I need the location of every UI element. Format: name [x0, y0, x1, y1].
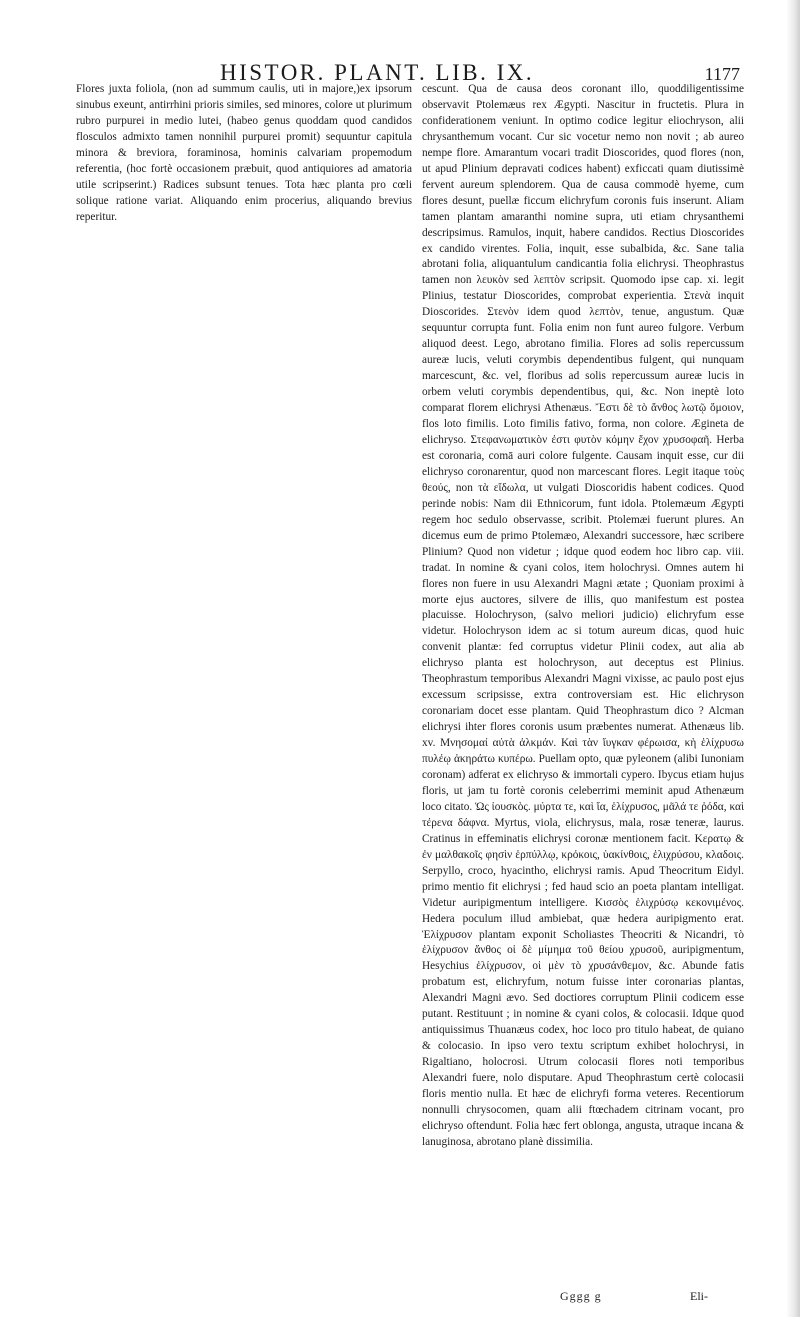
signature-mark: Gggg g — [560, 1289, 602, 1303]
page-edge-shadow — [786, 0, 800, 1317]
catchword: Eli- — [690, 1289, 708, 1303]
right-column — [422, 82, 744, 1292]
running-title: HISTOR. PLANT. LIB. IX. — [220, 60, 535, 85]
page-number: 1177 — [704, 64, 740, 84]
right-paragraph: cescunt. Qua de causa deos coronant illo, quoddiligentissime observavit Ptolemæus rex Ægypti. Nascitur in fructetis. Plura in confiderationem veniunt. In optimo codice legitur eliochryson, alii chrysanthemum vocant. Cur sic vocetur nemo non novit ; ab aureo nempe flore. Amarantum vocari tradit Dioscorides, quod flores (non, ut apud Plinium depravati codices habent) exficcati quam diutissimè fervent aureum splendorem. Qua de causa commodè hyeme, cum flores desunt, puellæ ficcum elichryfum coronis fuis inserunt. Aliam tamen plantam amaranthi nomine supra, uti etiam chrysanthemi descripsimus. Ramulos, inquit, habere candidos. Rectius Dioscorides ex candido virentes. Folia, inquit, esse subalbida, &c. Sane talia abrotani folia, aliquantulum candicantia folia elichrysi. Theophrastus tamen non λευκὸν sed λεπτὸν scripsit. Quomodo ipse cap. xi. legit Plinius, testatur Dioscorides, comprobat experientia. Στενὰ inquit Dioscorides. Στενὸν idem quod λεπτὸν, tenue, angustum. Quæ sequuntur corrupta funt. Folia enim non funt aureo fulgore. Verbum aliquod deest. Lego, abrotano fimilia. Flores ad solis repercussum aureæ lucis, veluti corymbis dependentibus fulgent, qui nunquam marcescunt, &c. vel, floribus ad solis repercussum aureæ lucis in orbem veluti corymbis dependentibus, qui, &c. Non ineptè loto comparat florem elichrysi Athenæus. Ἔστι δὲ τὸ ἄνθος λωτῷ ὅμοιον, flos loto fimilis. Loto fimilis fativo, forma, non colore. Ægineta de elichryso. Στεφανωματικὸν ἐστι φυτὸν κόμην ἔχον χρυσοφαῆ. Herba est coronaria, comā auri colore fulgente. Causam inquit esse, cur dii elichryso coronarentur, quod non marcescant flores. Legit itaque τοὺς θεούς, non τὰ εἴδωλα, ut vulgati Dioscoridis habent codices. Quod perinde nobis: Nam dii Ethnicorum, funt idola. Ptolemæum Ægypti regem hoc sedulo observasse, scribit. Ptolemæi fuerunt plures. An dicemus eum de primo Ptolemæo, Alexandri successore, hæc scribere Plinium? Quod non videtur ; idque quod eodem hoc libro cap. viii. tradat. In nomine & cyani colos, item holochrysi. Omnes autem hi flores non fuere in usu Alexandri Magni ætate ; Quoniam proximi à morte ejus auctores, silvere de illis, quo manifestum est postea placuisse. Holochryson, (salvo meliori judicio) elichryfum esse videtur. Holochryson idem ac si totum aureum dicas, quod huic convenit plantæ: fed corruptus videtur Plinii codex, aut alia ab elichryso planta est holochryson, aut deceptus est Plinius. Theophrastum temporibus Alexandri Magni vixisse, ac paulo post ejus excessum scripsisse, extra controversiam est. Hic elichryson coronariam docet esse plantam. Quid Theophrastum dico ? Alcman elichrysi ihter flores coronis usum præbentes numerat. Athenæus lib. xv. Μνησομαί αὐτὰ ἀλκμάν. Καὶ τὰν ἴυγκαν φέρωισα, κὴ ἑλίχρυσω πυλέῳ ἀκηράτω κυπέρω. Puellam opto, quæ pyleonem (alibi Iunoniam coronam) adferat ex elichryso & immortali cypero. Ibycus etiam hujus floris, ut jam tu fortè coronis celeberrimi meminit apud Athenæum loco citato. Ὡς ἰουσκὸς. μύρτα τε, καὶ ἴα, ἑλίχρυσος, μᾶλά τε ῥόδα, καὶ τέρενα δάφνα. Myrtus, viola, elichrysus, mala, rosæ teneræ, laurus. Cratinus in effeminatis elichrysi coronæ mentionem facit. Κερατῳ & ἐν μαλθακοῖς φησὶν ἑρπύλλῳ, κρόκοις, ὑακίνθοις, ἑλιχρύσου, κλαδοις. Serpyllo, croco, hyacintho, elichrysi ramis. Apud Theocritum Eidyl. primo mentio fit elichrysi ; fed haud scio an poeta plantam intelligat. Videtur auripigmentum intelligere. Κισσὸς ἑλιχρύσῳ κεκονιμένος. Hedera poculum illud ambiebat, quæ hedera auripigmento erat. Ἑλίχρυσον plantam exponit Scholiastes Theocriti & Nicandri, τὸ ἑλίχρυσον ἄνθος οἱ δὲ μίμημα τοῦ θείου χρυσοῦ, auripigmentum, Hesychius ἑλίχρυσον, οἱ μὲν τὸ χρυσάνθεμον, &c. Abunde fatis probatum est, elichryfum, notum fuisse inter coronarias plantas, Alexandri Magni ævo. Sed doctiores corruptum Plinii codicem esse putant. Restituunt ; in nomine & cyani colos, & colocasii. Idque quod antiquissimus Thuanæus codex, hoc loco pro titulo habeat, de quiano & colocasio. In ipso vero textu scriptum exhibet holochrysi, in Rigaltiano, holocrosi. Utrum colocasii flores noti temporibus Alexandri fuere, nolo disputare. Apud Theophrastum certè colocasii floris mentio nulla. Et hæc de elichryfi forma veteres. Recentiorum nonnulli chrysocomen, quam alii ftœchadem citrinam vocant, pro elichryso oftendunt. Folia hæc fert oblonga, angusta, utraque incana & lanuginosa, abrotano planè dissimilia. — [422, 83, 744, 1148]
left-column — [76, 82, 412, 1292]
left-paragraph: Flores juxta foliola, (non ad summum caulis, uti in majore,)ex ipsorum sinubus exeunt, antirrhini prioris similes, sed minores, colore ut plurimum rubro purpurei in medio lutei, (habeo genus quoddam quod candidos flosculos admixto tamen nonnihil purpurei promit) sequuntur capitula minora & breviora, foraminosa, hominis calvariam propemodum referentia, (hoc fortè occasionem præbuit, quod antiquiores ad amatoria utile scripserint.) Radices subsunt tenues. Tota hæc planta pro cœli solique ratione variat. Aliquando enim procerius, aliquando brevius reperitur. — [76, 83, 412, 223]
